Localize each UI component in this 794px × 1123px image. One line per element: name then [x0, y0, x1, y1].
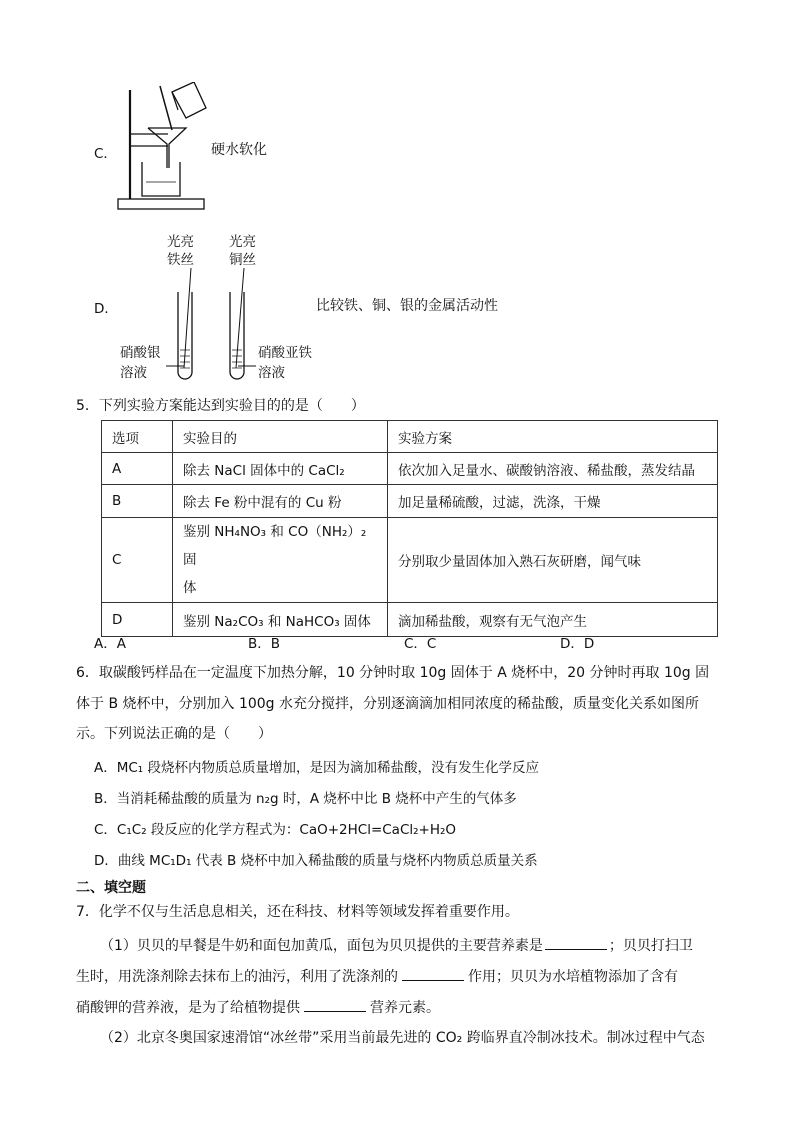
- table-header-row: [102, 421, 718, 453]
- q5-stem: 5．下列实验方案能达到实验目的的是（ ）: [76, 398, 365, 414]
- table-cell: D: [102, 603, 173, 637]
- answer-blank-3[interactable]: [304, 997, 366, 1012]
- option-d-letter: D．: [94, 301, 118, 317]
- q7-p1-line3: 硝酸钾的营养液，是为了给植物提供 营养元素。: [76, 997, 440, 1017]
- q6-line1: 6．取碳酸钙样品在一定温度下加热分解，10 分钟时取 10g 固体于 A 烧杯中，20 分钟时再取 10g 固: [76, 665, 710, 681]
- q7-p1-line2: 生时，用洗涤剂除去抹布上的油污，利用了洗涤剂的 作用；贝贝为水培植物添加了含有: [76, 966, 678, 986]
- table-cell: 鉴别 NH₄NO₃ 和 CO（NH₂）₂ 固 体: [173, 518, 388, 603]
- option-d-text: 比较铁、铜、银的金属活动性: [316, 298, 498, 314]
- table-cell: 滴加稀盐酸，观察有无气泡产生: [388, 603, 718, 637]
- q6-option-a: A．MC₁ 段烧杯内物质总质量增加，是因为滴加稀盐酸，没有发生化学反应: [94, 760, 540, 776]
- table-cell: 分别取少量固体加入熟石灰研磨，闻气味: [388, 518, 718, 603]
- q6-option-c: C．C₁C₂ 段反应的化学方程式为：CaO+2HCl=CaCl₂+H₂O: [94, 822, 457, 838]
- tube1-bottom-label: 硝酸银 溶液: [120, 345, 161, 381]
- q7-p2-line1: （2）北京冬奥国家速滑馆“冰丝带”采用当前最先进的 CO₂ 跨临界直冷制冰技术。制冰过程中气态: [100, 1030, 705, 1046]
- tube2-bottom-label: 硝酸亚铁 溶液: [258, 345, 312, 381]
- tube2-top-label: 光亮 铜丝: [229, 234, 256, 268]
- q5-choice-c: C．C: [404, 636, 437, 652]
- option-c-letter: C．: [94, 146, 117, 162]
- section-title: 二、填空题: [76, 880, 146, 896]
- option-c-text: 硬水软化: [211, 142, 267, 158]
- q7-stem: 7．化学不仅与生活息息相关，还在科技、材料等领域发挥着重要作用。: [76, 904, 519, 920]
- q5-choice-b: B．B: [248, 636, 281, 652]
- table-cell: C: [102, 518, 173, 603]
- table-row: [102, 453, 718, 485]
- test-tubes-figure: [160, 268, 270, 382]
- q7-p1-line1: （1）贝贝的早餐是牛奶和面包加黄瓜，面包为贝贝提供的主要营养素是 ；贝贝打扫卫: [100, 935, 693, 955]
- table-header-cell: 选项: [102, 421, 173, 453]
- table-cell: 鉴别 Na₂CO₃ 和 NaHCO₃ 固体: [173, 603, 388, 637]
- q5-choice-a: A．A: [94, 636, 126, 652]
- table-header-cell: 实验方案: [388, 421, 718, 453]
- answer-blank-2[interactable]: [402, 966, 464, 981]
- q5-choice-d: D．D: [560, 636, 595, 652]
- q6-line3: 示。下列说法正确的是（ ）: [76, 726, 272, 742]
- q6-option-d: D．曲线 MC₁D₁ 代表 B 烧杯中加入稀盐酸的质量与烧杯内物质总质量关系: [94, 853, 538, 869]
- table-cell: 除去 NaCl 固体中的 CaCl₂: [173, 453, 388, 485]
- tube1-top-label: 光亮 铁丝: [167, 234, 194, 268]
- table-row: [102, 485, 718, 518]
- table-header-cell: 实验目的: [173, 421, 388, 453]
- q6-option-b: B．当消耗稀盐酸的质量为 n₂g 时，A 烧杯中比 B 烧杯中产生的气体多: [94, 791, 517, 807]
- table-cell: 依次加入足量水、碳酸钠溶液、稀盐酸，蒸发结晶: [388, 453, 718, 485]
- q5-table: [101, 420, 718, 637]
- table-cell: 加足量稀硫酸，过滤，洗涤，干燥: [388, 485, 718, 518]
- table-row: [102, 518, 718, 603]
- answer-blank-1[interactable]: [545, 935, 607, 950]
- q6-line2: 体于 B 烧杯中，分别加入 100g 水充分搅拌，分别逐滴滴加相同浓度的稀盐酸，质量变化关系如图所: [76, 696, 700, 712]
- table-cell: 除去 Fe 粉中混有的 Cu 粉: [173, 485, 388, 518]
- filtration-apparatus-figure: [110, 82, 220, 214]
- table-cell: A: [102, 453, 173, 485]
- table-cell: B: [102, 485, 173, 518]
